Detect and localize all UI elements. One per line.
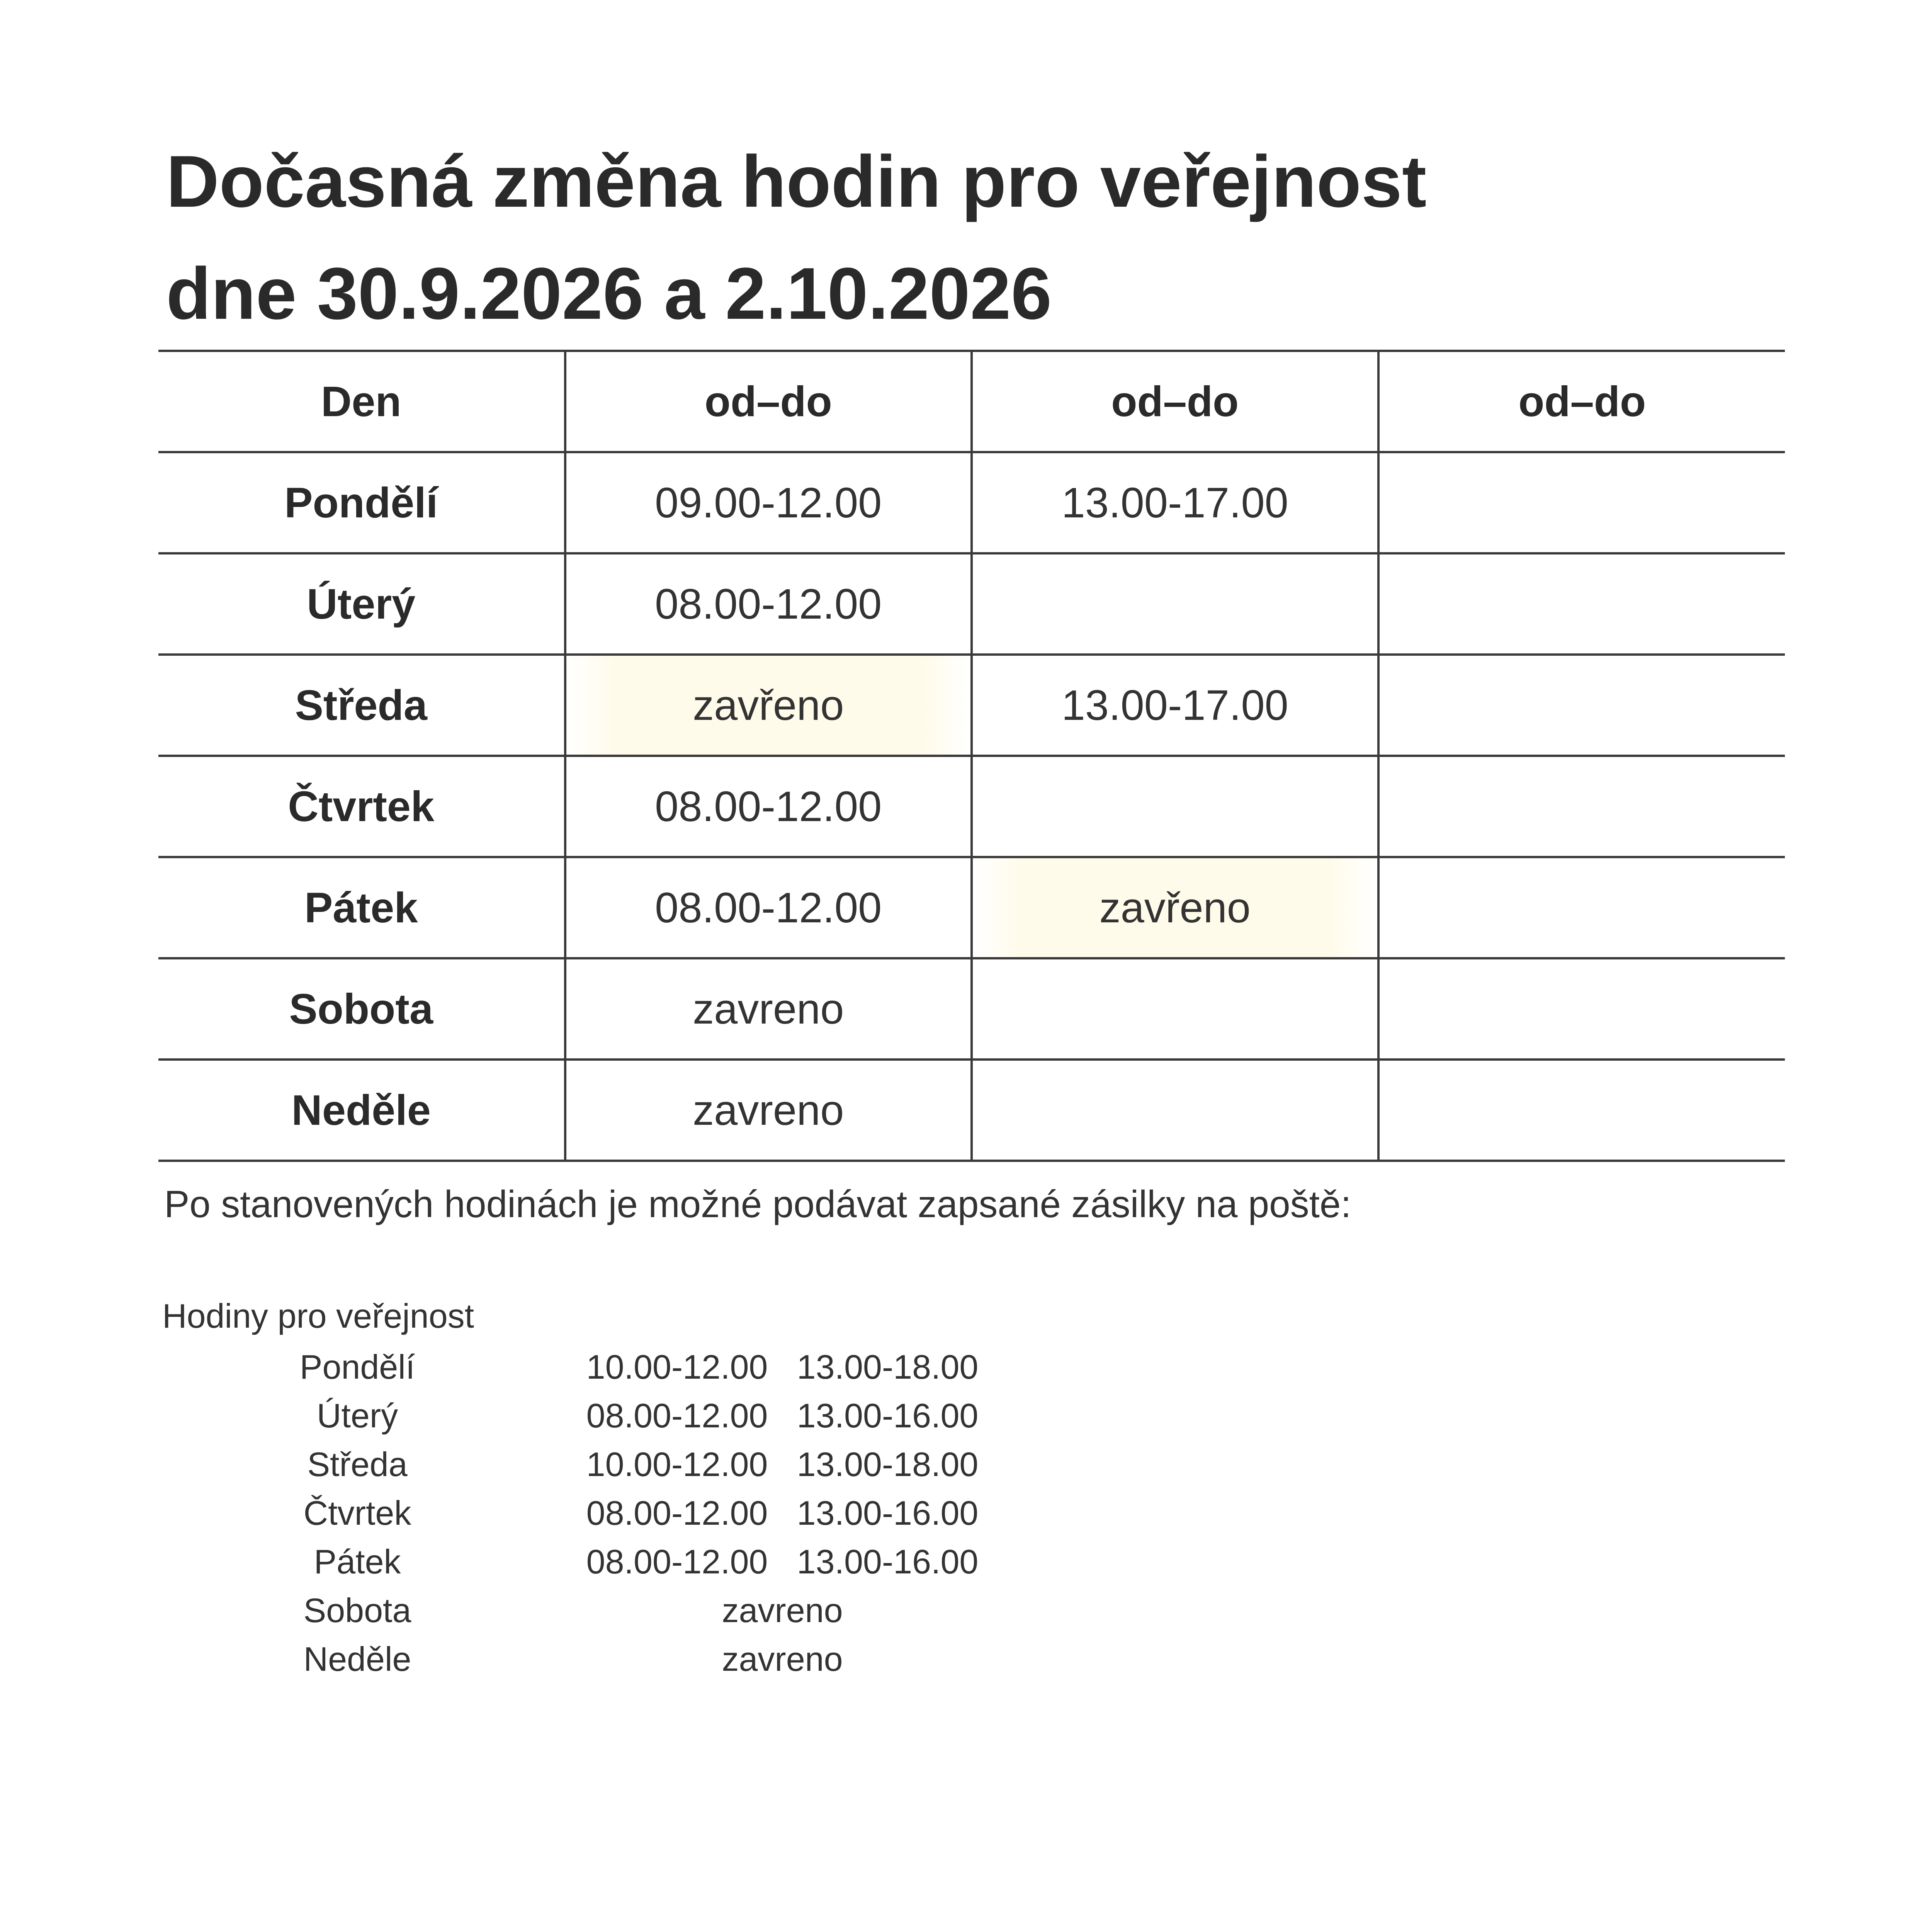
regular-afternoon: 13.00-16.00 [797, 1396, 979, 1435]
regular-day: Sobota [303, 1591, 411, 1629]
header-day: Den [158, 351, 565, 452]
time-cell [1378, 655, 1785, 756]
header-slot-3: od–do [1378, 351, 1785, 452]
table-row [158, 553, 1785, 655]
day-cell: Čtvrtek [158, 756, 565, 857]
day-cell: Středa [158, 655, 565, 756]
time-cell: 08.00-12.00 [565, 756, 972, 857]
regular-day: Středa [307, 1445, 408, 1483]
regular-day: Pondělí [299, 1348, 415, 1386]
time-cell [1378, 452, 1785, 553]
time-cell [1378, 1060, 1785, 1161]
table-row [158, 756, 1785, 857]
list-item [270, 1489, 993, 1537]
table-row [158, 452, 1785, 553]
list-item [270, 1537, 993, 1586]
list-item [270, 1343, 993, 1391]
list-item [270, 1635, 993, 1684]
time-cell: 09.00-12.00 [565, 452, 972, 553]
table-row [158, 1060, 1785, 1161]
regular-afternoon: 13.00-18.00 [797, 1348, 979, 1386]
time-cell [1378, 756, 1785, 857]
day-cell: Pátek [158, 857, 565, 958]
time-cell: 13.00-17.00 [972, 452, 1378, 553]
regular-morning: 10.00-12.00 [586, 1445, 768, 1483]
table-row [158, 857, 1785, 958]
day-cell: Sobota [158, 958, 565, 1060]
time-cell: 08.00-12.00 [565, 553, 972, 655]
regular-afternoon: 13.00-16.00 [797, 1543, 979, 1581]
regular-afternoon: 13.00-18.00 [797, 1445, 979, 1483]
time-cell [1378, 553, 1785, 655]
time-cell: zavreno [565, 1060, 972, 1161]
time-cell: 08.00-12.00 [565, 857, 972, 958]
header-slot-2: od–do [972, 351, 1378, 452]
temporary-hours-table [158, 350, 1785, 1162]
table-row [158, 655, 1785, 756]
time-cell [972, 756, 1378, 857]
after-hours-note: Po stanovených hodinách je možné podávat zapsané zásilky na poště: [164, 1183, 1351, 1225]
regular-hours-table [270, 1343, 993, 1684]
day-cell: Úterý [158, 553, 565, 655]
regular-morning: 08.00-12.00 [586, 1396, 768, 1435]
day-cell: Pondělí [158, 452, 565, 553]
page-subtitle-dates: dne 30.9.2026 a 2.10.2026 [166, 253, 1052, 335]
time-cell: 13.00-17.00 [972, 655, 1378, 756]
table-header-row [158, 351, 1785, 452]
time-cell [1378, 958, 1785, 1060]
list-item [270, 1440, 993, 1489]
time-cell [972, 1060, 1378, 1161]
time-cell [972, 553, 1378, 655]
regular-day: Úterý [316, 1396, 398, 1435]
regular-day: Čtvrtek [303, 1494, 411, 1532]
header-slot-1: od–do [565, 351, 972, 452]
regular-morning: 10.00-12.00 [586, 1348, 768, 1386]
page-title: Dočasná změna hodin pro veřejnost [166, 141, 1427, 223]
time-cell [1378, 857, 1785, 958]
time-cell: zavreno [565, 958, 972, 1060]
table-row [158, 958, 1785, 1060]
regular-day: Pátek [314, 1543, 401, 1581]
regular-closed: zavreno [722, 1591, 843, 1629]
regular-closed: zavreno [722, 1640, 843, 1678]
closed-highlighted-cell: zavřeno [565, 655, 972, 756]
regular-morning: 08.00-12.00 [586, 1494, 768, 1532]
regular-day: Neděle [303, 1640, 411, 1678]
regular-morning: 08.00-12.00 [586, 1543, 768, 1581]
list-item [270, 1391, 993, 1440]
regular-afternoon: 13.00-16.00 [797, 1494, 979, 1532]
regular-hours-heading: Hodiny pro veřejnost [162, 1297, 474, 1335]
day-cell: Neděle [158, 1060, 565, 1161]
list-item [270, 1586, 993, 1635]
time-cell [972, 958, 1378, 1060]
closed-highlighted-cell: zavřeno [972, 857, 1378, 958]
